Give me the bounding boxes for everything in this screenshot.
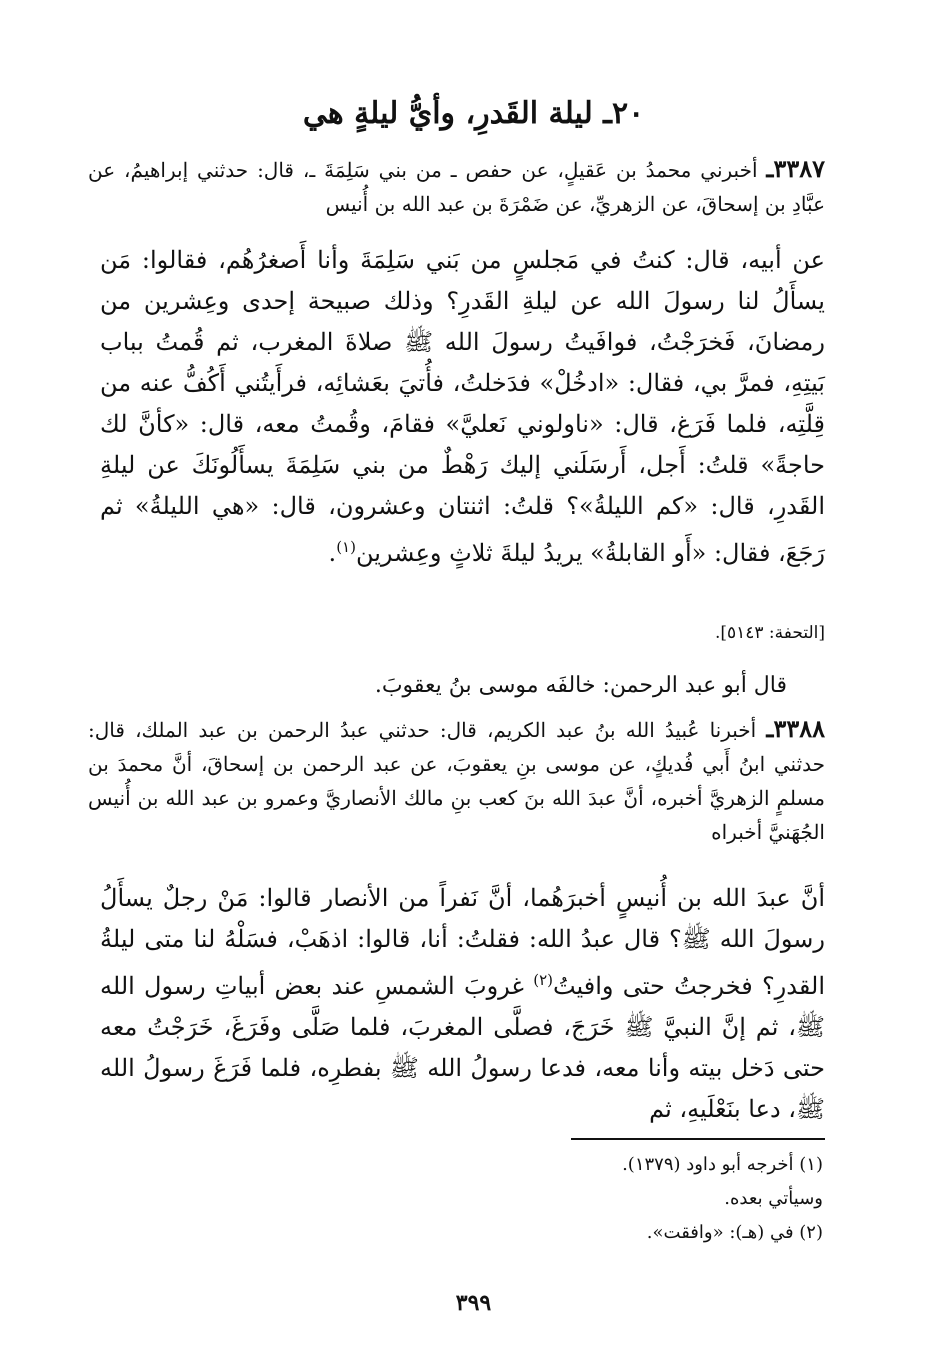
footnote-separator (571, 1138, 825, 1140)
hadith-3387-isnad (88, 152, 825, 221)
isnad-text: أخبرنا عُبيدُ الله بنُ عبد الكريم، قال: حدثني عبدُ الرحمن بن عبد الملك، قال: حدثني ابنُ أَبي فُديكٍ، عن موسى بنِ يعقوبَ، عن عبد الرحمن بن إسحاقَ، أنَّ محمدَ بن مسلمٍ الزهريَّ أخبره، أنَّ عبدَ الله بنَ كعب بنِ مالك الأنصاريَّ وعمرو بن عبد الله بن أُنيس الجُهَنيَّ أخبراه (88, 718, 825, 844)
hadith-3387-matn (100, 240, 825, 574)
footnotes (400, 1148, 823, 1250)
author-remark: قال أبو عبد الرحمن: خالفَه موسى بنُ يعقوبَ. (374, 673, 787, 698)
matn-text-part1: أنَّ عبدَ الله بن أُنيسٍ أخبرَهُما، أنَّ نَفراً من الأنصار قالوا: مَنْ رجلٌ يسأَلُ رسولَ الله ﷺ؟ قال عبدُ الله: فقلتُ: أنا، قالوا: اذهَبْ، فسَلْهُ لنا متى ليلةُ القدرِ؟ فخرجتُ حتى وافيتُ (100, 884, 826, 1000)
page-number: ٣٩٩ (455, 1290, 492, 1316)
isnad-text: أخبرني محمدُ بن عَقيلٍ، عن حفص ـ من بني سَلِمَةَ ـ، قال: حدثني إبراهيمُ، عن عبَّادِ بن إسحاقَ، عن الزهريِّ، عن ضَمْرَةَ بن عبد الله بن أُنيس (88, 158, 825, 216)
footnote-2: (٢) في (هـ): «وافقت». (646, 1222, 823, 1243)
footnote-1: (١) أخرجه أبو داود (١٣٧٩). (622, 1154, 823, 1175)
hadith-number: ٣٣٨٨ـ (766, 714, 825, 743)
matn-text-part2: غروبَ الشمسِ عند بعض أبياتِ رسول الله ﷺ، ثم إنَّ النبيَّ ﷺ خَرَجَ، فصلَّى المغربَ، فلما صَلَّى وفَرَغَ، خَرَجْتُ معه حتى دَخل بيته وأنا معه، فدعا رسولُ الله ﷺ بفطرِه، فلما فَرَغَ رسولُ الله ﷺ، دعا بنَعْلَيهِ، ثم (100, 972, 825, 1123)
footnote-ref-2[interactable]: (٢) (533, 971, 553, 989)
footnote-ref-1[interactable]: (١) (336, 538, 356, 556)
footnote-1-continued: وسيأتي بعده. (724, 1188, 823, 1209)
matn-end: . (328, 539, 337, 567)
hadith-3388-isnad (88, 712, 825, 849)
matn-text: عن أبيه، قال: كنتُ في مَجلسٍ من بَني سَلِمَةَ وأنا أَصغرُهُم، فقالوا: مَن يسأَلُ لنا رسولَ الله عن ليلةِ القَدرِ؟ وذلك صبيحة إحدى وعِشرين من رمضانَ، فَخرَجْتُ، فوافَيتُ رسولَ الله ﷺ صلاةَ المغرب، ثم قُمتُ بباب بَيتِهِ، فمرَّ بي، فقال: «ادخُلْ» فدَخلتُ، فأُتيَ بعَشائِه، فرأَيتُني أَكُفُّ عنه من قِلَّتِه، فلما فَرَغ، قال: «ناولوني نَعليَّ» فقامَ، وقُمتُ معه، قال: «كأنَّ لك حاجةً» قلتُ: أَجل، أَرسَلَني إليك رَهْطٌ من بني سَلِمَةَ يسأَلُونَكَ عن ليلةِ القَدرِ، قال: «كم الليلةُ»؟ قلتُ: اثنتان وعشرون، قال: «هي الليلةُ» ثم رَجَعَ، فقال: «أَو القابلةُ» يريدُ ليلةَ ثلاثٍ وعِشرين (100, 246, 826, 567)
hadith-number: ٣٣٨٧ـ (766, 154, 825, 183)
chapter-heading: ٢٠ـ ليلة القَدرِ، وأيُّ ليلةٍ هي (302, 96, 645, 131)
tuhfa-reference: [التحفة: ٥١٤٣]. (714, 623, 825, 643)
hadith-3388-matn (100, 878, 825, 1130)
